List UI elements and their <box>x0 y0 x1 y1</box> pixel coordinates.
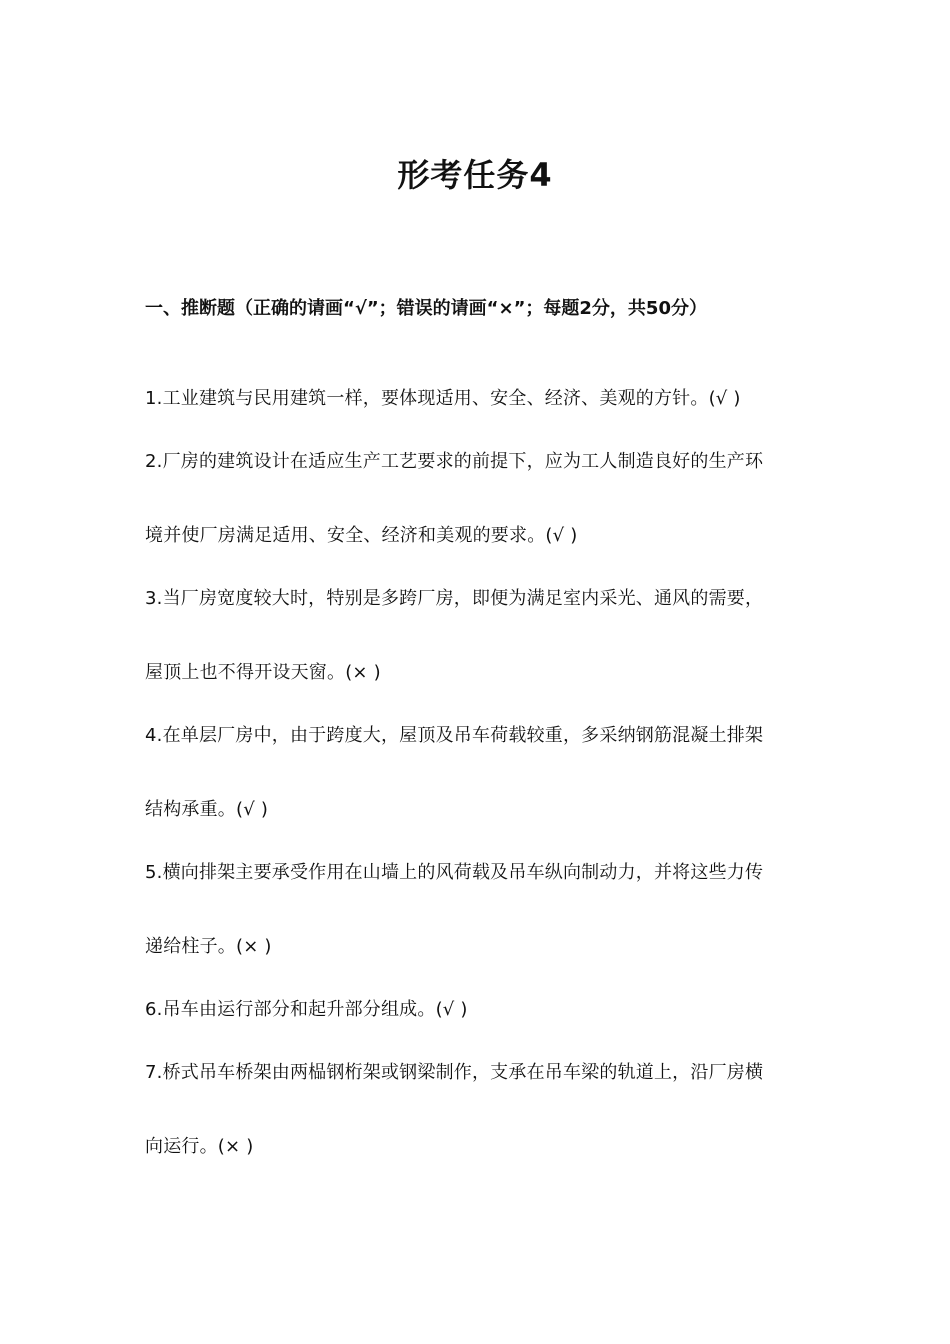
question-3-line-2: 屋顶上也不得开设天窗。(× ) <box>145 662 381 683</box>
question-4-line-1: 4.在单层厂房中，由于跨度大，屋顶及吊车荷载较重，多采纳钢筋混凝土排架 <box>145 725 764 746</box>
question-4-line-2: 结构承重。(√ ) <box>145 799 269 820</box>
question-7-line-2: 向运行。(× ) <box>145 1136 254 1157</box>
question-2-line-1: 2.厂房的建筑设计在适应生产工艺要求的前提下，应为工人制造良好的生产环 <box>145 451 764 472</box>
question-6-line-1: 6.吊车由运行部分和起升部分组成。(√ ) <box>145 999 468 1020</box>
question-1-line-1: 1.工业建筑与民用建筑一样，要体现适用、安全、经济、美观的方针。(√ ) <box>145 388 741 409</box>
question-2-line-2: 境并使厂房满足适用、安全、经济和美观的要求。(√ ) <box>145 525 578 546</box>
question-5-line-1: 5.横向排架主要承受作用在山墙上的风荷载及吊车纵向制动力，并将这些力传 <box>145 862 764 883</box>
question-7-line-1: 7.桥式吊车桥架由两榀钢桁架或钢梁制作，支承在吊车梁的轨道上，沿厂房横 <box>145 1062 764 1083</box>
question-3-line-1: 3.当厂房宽度较大时，特别是多跨厂房，即便为满足室内采光、通风的需要， <box>145 588 764 609</box>
page-title: 形考任务4 <box>397 156 553 194</box>
question-5-line-2: 递给柱子。(× ) <box>145 936 272 957</box>
section-heading: 一、推断题（正确的请画“√”；错误的请画“×”；每题2分，共50分） <box>145 298 707 319</box>
